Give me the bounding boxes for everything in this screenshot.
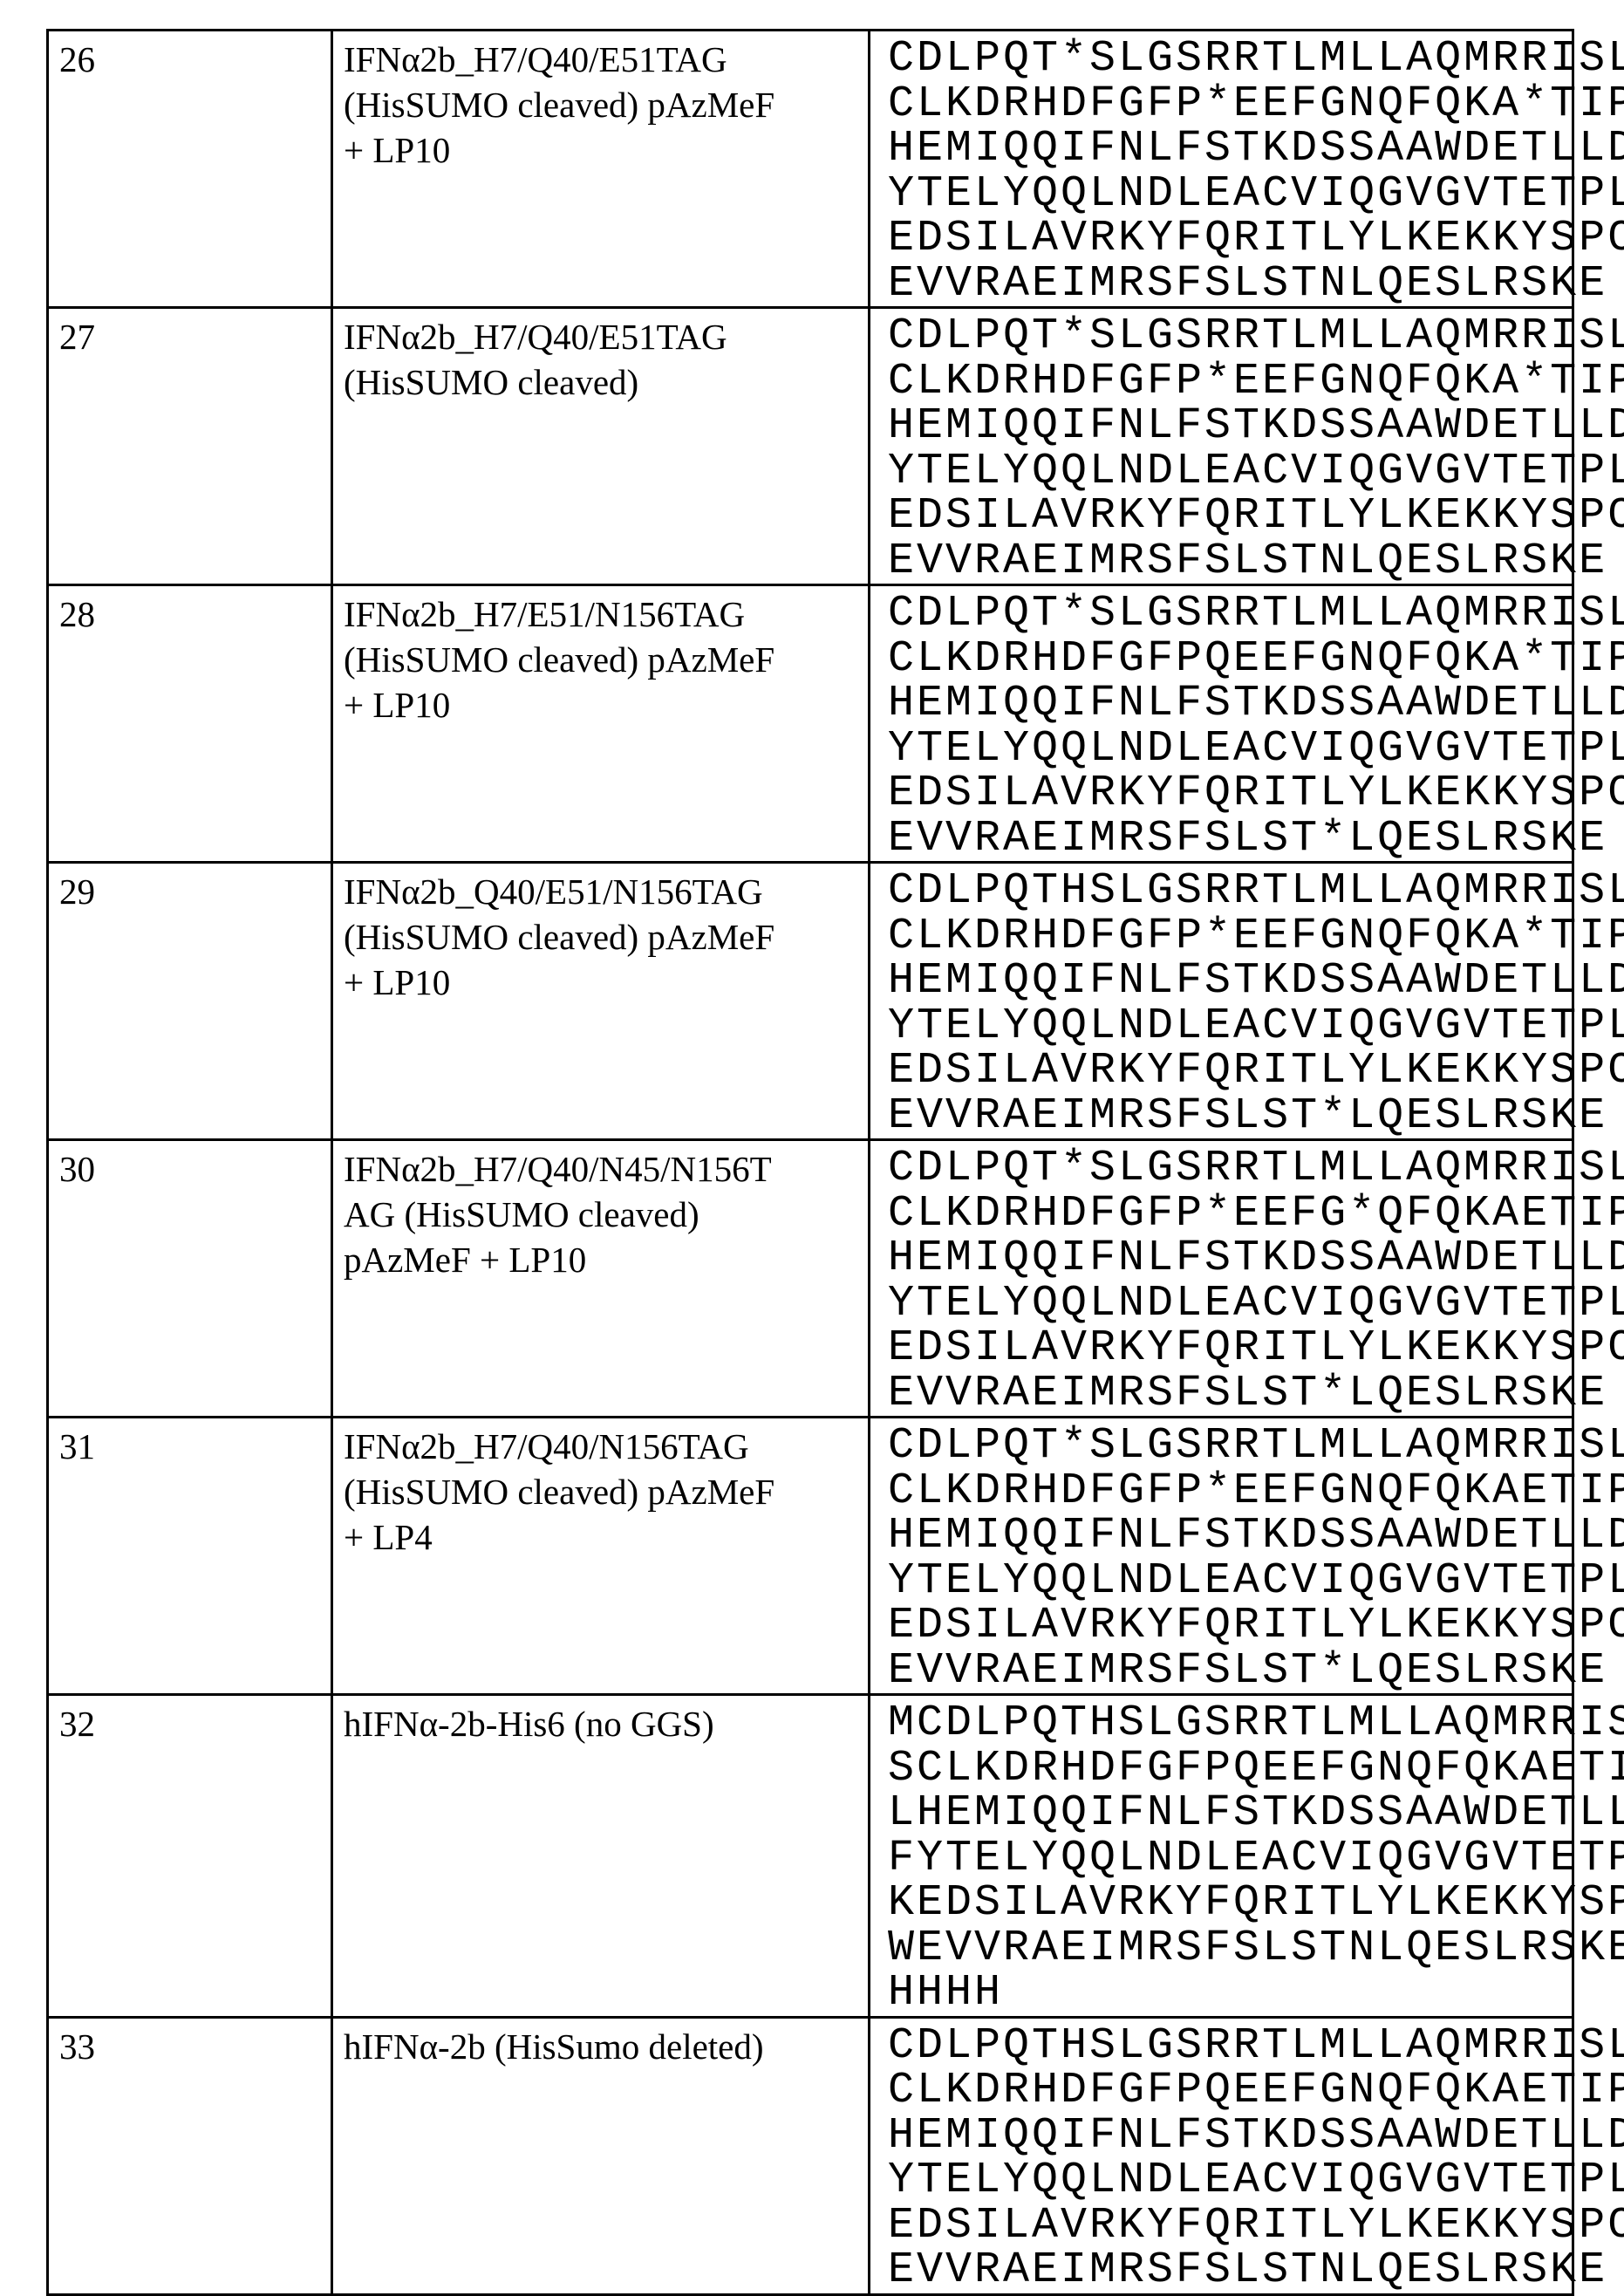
table-row: [48, 585, 1573, 863]
construct-name-line: + LP4: [344, 1514, 857, 1560]
sequence-line: YTELYQQLNDLEACVIQGVGVTETPLMK: [888, 172, 1561, 217]
sequence-line: LHEMIQQIFNLFSTKDSSAAWDETLLDK: [888, 1791, 1561, 1836]
sequence-line: CDLPQT*SLGSRRTLMLLAQMRRISLFS: [888, 591, 1561, 637]
sequence-cell: [870, 1695, 1573, 2018]
sequence-line: YTELYQQLNDLEACVIQGVGVTETPLMK: [888, 449, 1561, 495]
sequence-line: HEMIQQIFNLFSTKDSSAAWDETLLDKF: [888, 959, 1561, 1004]
sequence-line: SCLKDRHDFGFPQEEFGNQFQKAETIPV: [888, 1746, 1561, 1792]
construct-name-line: (HisSUMO cleaved): [344, 359, 857, 405]
seq-id-number: 29: [48, 863, 332, 1140]
sequence-line: HEMIQQIFNLFSTKDSSAAWDETLLDKF: [888, 404, 1561, 449]
table-row: [48, 308, 1573, 585]
sequence-cell: [870, 2017, 1573, 2294]
sequence-line: YTELYQQLNDLEACVIQGVGVTETPLMK: [888, 1004, 1561, 1049]
sequence-line: HEMIQQIFNLFSTKDSSAAWDETLLDKF: [888, 126, 1561, 172]
sequence-table: [46, 29, 1574, 2296]
construct-name-line: pAzMeF + LP10: [344, 1237, 857, 1282]
construct-name-line: + LP10: [344, 682, 857, 728]
sequence-line: HEMIQQIFNLFSTKDSSAAWDETLLDKF: [888, 1514, 1561, 1559]
sequence-cell: [870, 1418, 1573, 1695]
sequence-line: KEDSILAVRKYFQRITLYLKEKKYSPCA: [888, 1881, 1561, 1926]
table-row: [48, 1695, 1573, 2018]
construct-name-line: (HisSUMO cleaved) pAzMeF: [344, 637, 857, 682]
construct-name-line: IFNα2b_H7/Q40/E51TAG: [344, 314, 857, 359]
seq-id-number: 33: [48, 2017, 332, 2294]
sequence-line: YTELYQQLNDLEACVIQGVGVTETPLMK: [888, 1559, 1561, 1604]
construct-name-line: (HisSUMO cleaved) pAzMeF: [344, 914, 857, 960]
sequence-line: EVVRAEIMRSFSLSTNLQESLRSKE: [888, 262, 1561, 307]
sequence-line: EVVRAEIMRSFSLST*LQESLRSKE: [888, 1094, 1561, 1139]
sequence-line: HEMIQQIFNLFSTKDSSAAWDETLLDKF: [888, 1236, 1561, 1281]
seq-id-number: 27: [48, 308, 332, 585]
sequence-cell: [870, 1140, 1573, 1418]
seq-id-number: 32: [48, 1695, 332, 2018]
sequence-line: CDLPQT*SLGSRRTLMLLAQMRRISLFS: [888, 1146, 1561, 1192]
sequence-line: EDSILAVRKYFQRITLYLKEKKYSPCAW: [888, 1326, 1561, 1371]
construct-name-line: + LP10: [344, 127, 857, 173]
sequence-line: CDLPQT*SLGSRRTLMLLAQMRRISLFS: [888, 37, 1561, 82]
sequence-line: EVVRAEIMRSFSLSTNLQESLRSKE: [888, 2248, 1561, 2293]
sequence-line: EDSILAVRKYFQRITLYLKEKKYSPCAW: [888, 216, 1561, 262]
construct-name-cell: [332, 1695, 870, 2018]
table-row: [48, 863, 1573, 1140]
construct-name-line: IFNα2b_H7/E51/N156TAG: [344, 591, 857, 637]
sequence-line: CDLPQT*SLGSRRTLMLLAQMRRISLFS: [888, 314, 1561, 359]
construct-name-line: IFNα2b_H7/Q40/E51TAG: [344, 37, 857, 82]
sequence-line: CLKDRHDFGFPQEEFGNQFQKA*TIPVL: [888, 637, 1561, 682]
sequence-cell: [870, 31, 1573, 308]
sequence-line: EDSILAVRKYFQRITLYLKEKKYSPCAW: [888, 1603, 1561, 1649]
sequence-line: WEVVRAEIMRSFSLSTNLQESLRSKEHH: [888, 1926, 1561, 1971]
sequence-line: EDSILAVRKYFQRITLYLKEKKYSPCAW: [888, 2204, 1561, 2249]
construct-name-cell: [332, 585, 870, 863]
sequence-line: CDLPQT*SLGSRRTLMLLAQMRRISLFS: [888, 1424, 1561, 1469]
table-row: [48, 1140, 1573, 1418]
construct-name-line: (HisSUMO cleaved) pAzMeF: [344, 82, 857, 127]
seq-id-number: 30: [48, 1140, 332, 1418]
sequence-cell: [870, 585, 1573, 863]
seq-id-number: 28: [48, 585, 332, 863]
sequence-line: CDLPQTHSLGSRRTLMLLAQMRRISLFS: [888, 869, 1561, 914]
construct-name-line: IFNα2b_H7/Q40/N45/N156T: [344, 1146, 857, 1192]
sequence-line: FYTELYQQLNDLEACVIQGVGVTETPLM: [888, 1836, 1561, 1882]
sequence-line: CLKDRHDFGFPQEEFGNQFQKAETIPVL: [888, 2068, 1561, 2114]
seq-id-number: 26: [48, 31, 332, 308]
construct-name-line: hIFNα-2b (HisSumo deleted): [344, 2024, 857, 2069]
sequence-line: YTELYQQLNDLEACVIQGVGVTETPLMK: [888, 2158, 1561, 2204]
table-row: [48, 31, 1573, 308]
sequence-line: EVVRAEIMRSFSLST*LQESLRSKE: [888, 1649, 1561, 1694]
sequence-line: CLKDRHDFGFP*EEFGNQFQKAETIPVL: [888, 1469, 1561, 1514]
table-row: [48, 1418, 1573, 1695]
table-body: [48, 31, 1573, 2295]
construct-name-cell: [332, 2017, 870, 2294]
sequence-line: CLKDRHDFGFP*EEFGNQFQKA*TIPVL: [888, 914, 1561, 960]
construct-name-cell: [332, 308, 870, 585]
construct-name-cell: [332, 1140, 870, 1418]
sequence-cell: [870, 308, 1573, 585]
sequence-line: CDLPQTHSLGSRRTLMLLAQMRRISLFS: [888, 2024, 1561, 2069]
table-row: [48, 2017, 1573, 2294]
construct-name-line: IFNα2b_Q40/E51/N156TAG: [344, 869, 857, 914]
sequence-line: HEMIQQIFNLFSTKDSSAAWDETLLDKF: [888, 2114, 1561, 2159]
sequence-line: CLKDRHDFGFP*EEFGNQFQKA*TIPVL: [888, 359, 1561, 405]
construct-name-line: AG (HisSUMO cleaved): [344, 1192, 857, 1237]
sequence-line: EVVRAEIMRSFSLST*LQESLRSKE: [888, 1371, 1561, 1417]
construct-name-line: hIFNα-2b-His6 (no GGS): [344, 1701, 857, 1746]
sequence-line: EDSILAVRKYFQRITLYLKEKKYSPCAW: [888, 771, 1561, 817]
sequence-line: CLKDRHDFGFP*EEFGNQFQKA*TIPVL: [888, 82, 1561, 127]
sequence-line: CLKDRHDFGFP*EEFG*QFQKAETIPVL: [888, 1192, 1561, 1237]
sequence-line: HEMIQQIFNLFSTKDSSAAWDETLLDKF: [888, 681, 1561, 727]
sequence-line: MCDLPQTHSLGSRRTLMLLAQMRRISLF: [888, 1701, 1561, 1746]
seq-id-number: 31: [48, 1418, 332, 1695]
sequence-line: YTELYQQLNDLEACVIQGVGVTETPLMK: [888, 1281, 1561, 1327]
construct-name-cell: [332, 863, 870, 1140]
construct-name-line: IFNα2b_H7/Q40/N156TAG: [344, 1424, 857, 1469]
sequence-line: EDSILAVRKYFQRITLYLKEKKYSPCAW: [888, 494, 1561, 539]
construct-name-cell: [332, 31, 870, 308]
construct-name-cell: [332, 1418, 870, 1695]
sequence-cell: [870, 863, 1573, 1140]
construct-name-line: + LP10: [344, 960, 857, 1005]
sequence-line: EDSILAVRKYFQRITLYLKEKKYSPCAW: [888, 1049, 1561, 1094]
sequence-line: HHHH: [888, 1971, 1561, 2016]
construct-name-line: (HisSUMO cleaved) pAzMeF: [344, 1469, 857, 1514]
sequence-line: YTELYQQLNDLEACVIQGVGVTETPLMK: [888, 727, 1561, 772]
sequence-line: EVVRAEIMRSFSLSTNLQESLRSKE: [888, 539, 1561, 584]
sequence-line: EVVRAEIMRSFSLST*LQESLRSKE: [888, 817, 1561, 862]
